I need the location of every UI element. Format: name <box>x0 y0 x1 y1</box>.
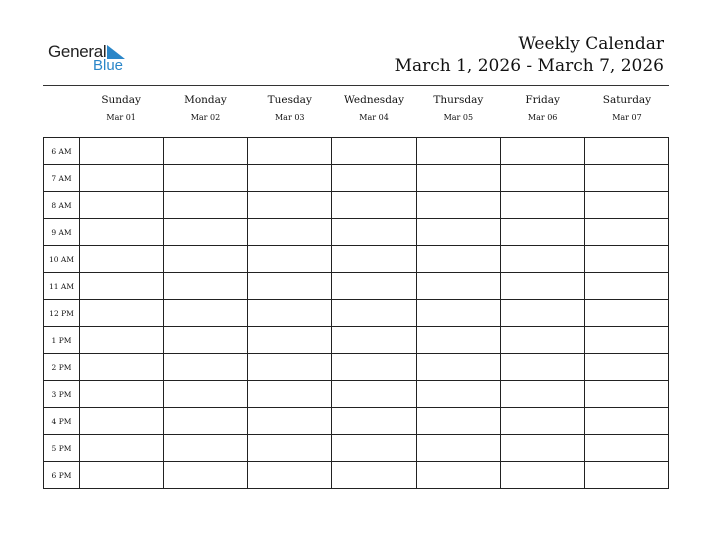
calendar-cell[interactable] <box>248 300 332 327</box>
date-range: March 1, 2026 - March 7, 2026 <box>394 56 664 76</box>
calendar-cell[interactable] <box>416 273 500 300</box>
day-header <box>248 93 332 124</box>
calendar-cell[interactable] <box>332 300 416 327</box>
time-row <box>44 354 669 381</box>
calendar-cell[interactable] <box>164 327 248 354</box>
calendar-cell[interactable] <box>584 273 668 300</box>
day-name: Saturday <box>602 94 652 106</box>
time-row <box>44 246 669 273</box>
time-label: 7 AM <box>44 165 80 192</box>
calendar-cell[interactable] <box>584 192 668 219</box>
calendar-cell[interactable] <box>416 381 500 408</box>
calendar-cell[interactable] <box>164 192 248 219</box>
calendar-cell[interactable] <box>416 246 500 273</box>
day-date: Mar 06 <box>527 113 558 122</box>
calendar-cell[interactable] <box>584 408 668 435</box>
time-row <box>44 300 669 327</box>
day-date: Mar 03 <box>274 113 305 122</box>
calendar-cell[interactable] <box>500 138 584 165</box>
time-label: 1 PM <box>44 327 80 354</box>
calendar-cell[interactable] <box>332 435 416 462</box>
time-row <box>44 192 669 219</box>
calendar-cell[interactable] <box>80 327 164 354</box>
time-row <box>44 165 669 192</box>
calendar-cell[interactable] <box>584 300 668 327</box>
header-divider <box>43 85 669 86</box>
day-header-row <box>79 93 669 133</box>
calendar-cell[interactable] <box>584 138 668 165</box>
day-date: Mar 07 <box>612 113 642 122</box>
calendar-cell[interactable] <box>584 327 668 354</box>
day-name: Wednesday <box>343 94 405 106</box>
calendar-cell[interactable] <box>80 165 164 192</box>
calendar-cell[interactable] <box>584 462 668 489</box>
calendar-grid <box>43 137 669 489</box>
time-label: 9 AM <box>44 219 80 246</box>
calendar-cell[interactable] <box>584 381 668 408</box>
calendar-cell[interactable] <box>248 192 332 219</box>
calendar-cell[interactable] <box>332 246 416 273</box>
calendar-cell[interactable] <box>80 354 164 381</box>
time-row <box>44 435 669 462</box>
calendar-cell[interactable] <box>80 300 164 327</box>
calendar-cell[interactable] <box>332 273 416 300</box>
time-label: 5 PM <box>44 435 80 462</box>
calendar-cell[interactable] <box>332 138 416 165</box>
calendar-cell[interactable] <box>500 354 584 381</box>
calendar-cell[interactable] <box>500 192 584 219</box>
day-header <box>163 93 247 124</box>
time-label: 11 AM <box>44 273 80 300</box>
calendar-cell[interactable] <box>416 462 500 489</box>
calendar-cell[interactable] <box>80 192 164 219</box>
logo-text-blue: Blue <box>93 57 124 74</box>
calendar-cell[interactable] <box>248 435 332 462</box>
calendar-cell[interactable] <box>248 138 332 165</box>
day-name: Thursday <box>433 94 484 106</box>
calendar-cell[interactable] <box>416 354 500 381</box>
calendar-cell[interactable] <box>416 138 500 165</box>
calendar-cell[interactable] <box>500 381 584 408</box>
calendar-cell[interactable] <box>500 462 584 489</box>
calendar-cell[interactable] <box>80 219 164 246</box>
calendar-cell[interactable] <box>248 381 332 408</box>
calendar-cell[interactable] <box>164 435 248 462</box>
generalblue-logo <box>48 42 138 76</box>
calendar-cell[interactable] <box>584 219 668 246</box>
time-label: 4 PM <box>44 408 80 435</box>
calendar-cell[interactable] <box>80 408 164 435</box>
day-header <box>332 93 416 124</box>
time-row <box>44 381 669 408</box>
calendar-cell[interactable] <box>80 273 164 300</box>
calendar-cell[interactable] <box>584 246 668 273</box>
day-date: Mar 05 <box>443 113 474 122</box>
calendar-cell[interactable] <box>332 462 416 489</box>
calendar-cell[interactable] <box>500 408 584 435</box>
calendar-cell[interactable] <box>164 246 248 273</box>
calendar-cell[interactable] <box>500 219 584 246</box>
time-row <box>44 327 669 354</box>
calendar-cell[interactable] <box>332 192 416 219</box>
time-label: 10 AM <box>44 246 80 273</box>
calendar-cell[interactable] <box>416 165 500 192</box>
day-name: Monday <box>184 94 227 106</box>
logo-text-general: General <box>48 42 107 61</box>
time-row <box>44 219 669 246</box>
calendar-cell[interactable] <box>332 165 416 192</box>
calendar-cell[interactable] <box>80 246 164 273</box>
calendar-cell[interactable] <box>332 327 416 354</box>
calendar-cell[interactable] <box>164 165 248 192</box>
calendar-cell[interactable] <box>164 300 248 327</box>
day-name: Friday <box>525 94 560 106</box>
time-label: 6 AM <box>44 138 80 165</box>
calendar-cell[interactable] <box>164 381 248 408</box>
page-title: Weekly Calendar <box>518 34 664 54</box>
calendar-cell[interactable] <box>164 219 248 246</box>
day-header <box>501 93 585 124</box>
time-label: 3 PM <box>44 381 80 408</box>
time-row <box>44 408 669 435</box>
calendar-cell[interactable] <box>500 327 584 354</box>
calendar-cell[interactable] <box>164 273 248 300</box>
day-name: Sunday <box>101 94 141 106</box>
calendar-cell[interactable] <box>248 462 332 489</box>
calendar-cell[interactable] <box>416 219 500 246</box>
time-row <box>44 138 669 165</box>
day-date: Mar 01 <box>106 113 136 122</box>
calendar-cell[interactable] <box>80 381 164 408</box>
calendar-cell[interactable] <box>164 462 248 489</box>
calendar-cell[interactable] <box>248 408 332 435</box>
time-label: 8 AM <box>44 192 80 219</box>
day-date: Mar 04 <box>359 113 389 122</box>
calendar-cell[interactable] <box>248 165 332 192</box>
calendar-cell[interactable] <box>248 246 332 273</box>
day-date: Mar 02 <box>190 113 221 122</box>
calendar-cell[interactable] <box>584 435 668 462</box>
time-label: 2 PM <box>44 354 80 381</box>
day-header <box>585 93 669 124</box>
calendar-cell[interactable] <box>164 138 248 165</box>
calendar-cell[interactable] <box>248 327 332 354</box>
calendar-cell[interactable] <box>332 408 416 435</box>
title-block <box>395 33 664 77</box>
calendar-cell[interactable] <box>332 381 416 408</box>
calendar-cell[interactable] <box>500 246 584 273</box>
calendar-cell[interactable] <box>248 273 332 300</box>
calendar-cell[interactable] <box>416 435 500 462</box>
calendar-cell[interactable] <box>416 192 500 219</box>
time-label: 12 PM <box>44 300 80 327</box>
time-label: 6 PM <box>44 462 80 489</box>
calendar-cell[interactable] <box>332 354 416 381</box>
calendar-cell[interactable] <box>416 327 500 354</box>
time-row <box>44 462 669 489</box>
calendar-cell[interactable] <box>80 138 164 165</box>
calendar-cell[interactable] <box>80 435 164 462</box>
calendar-cell[interactable] <box>248 354 332 381</box>
calendar-cell[interactable] <box>500 300 584 327</box>
calendar-cell[interactable] <box>500 273 584 300</box>
day-name: Tuesday <box>267 94 312 106</box>
calendar-cell[interactable] <box>332 219 416 246</box>
calendar-cell[interactable] <box>248 219 332 246</box>
calendar-cell[interactable] <box>416 408 500 435</box>
calendar-cell[interactable] <box>416 300 500 327</box>
calendar-cell[interactable] <box>80 462 164 489</box>
time-row <box>44 273 669 300</box>
calendar-cell[interactable] <box>584 354 668 381</box>
day-header <box>79 93 163 124</box>
calendar-cell[interactable] <box>500 165 584 192</box>
day-header <box>416 93 500 124</box>
calendar-cell[interactable] <box>164 354 248 381</box>
calendar-cell[interactable] <box>164 408 248 435</box>
calendar-cell[interactable] <box>500 435 584 462</box>
calendar-cell[interactable] <box>584 165 668 192</box>
